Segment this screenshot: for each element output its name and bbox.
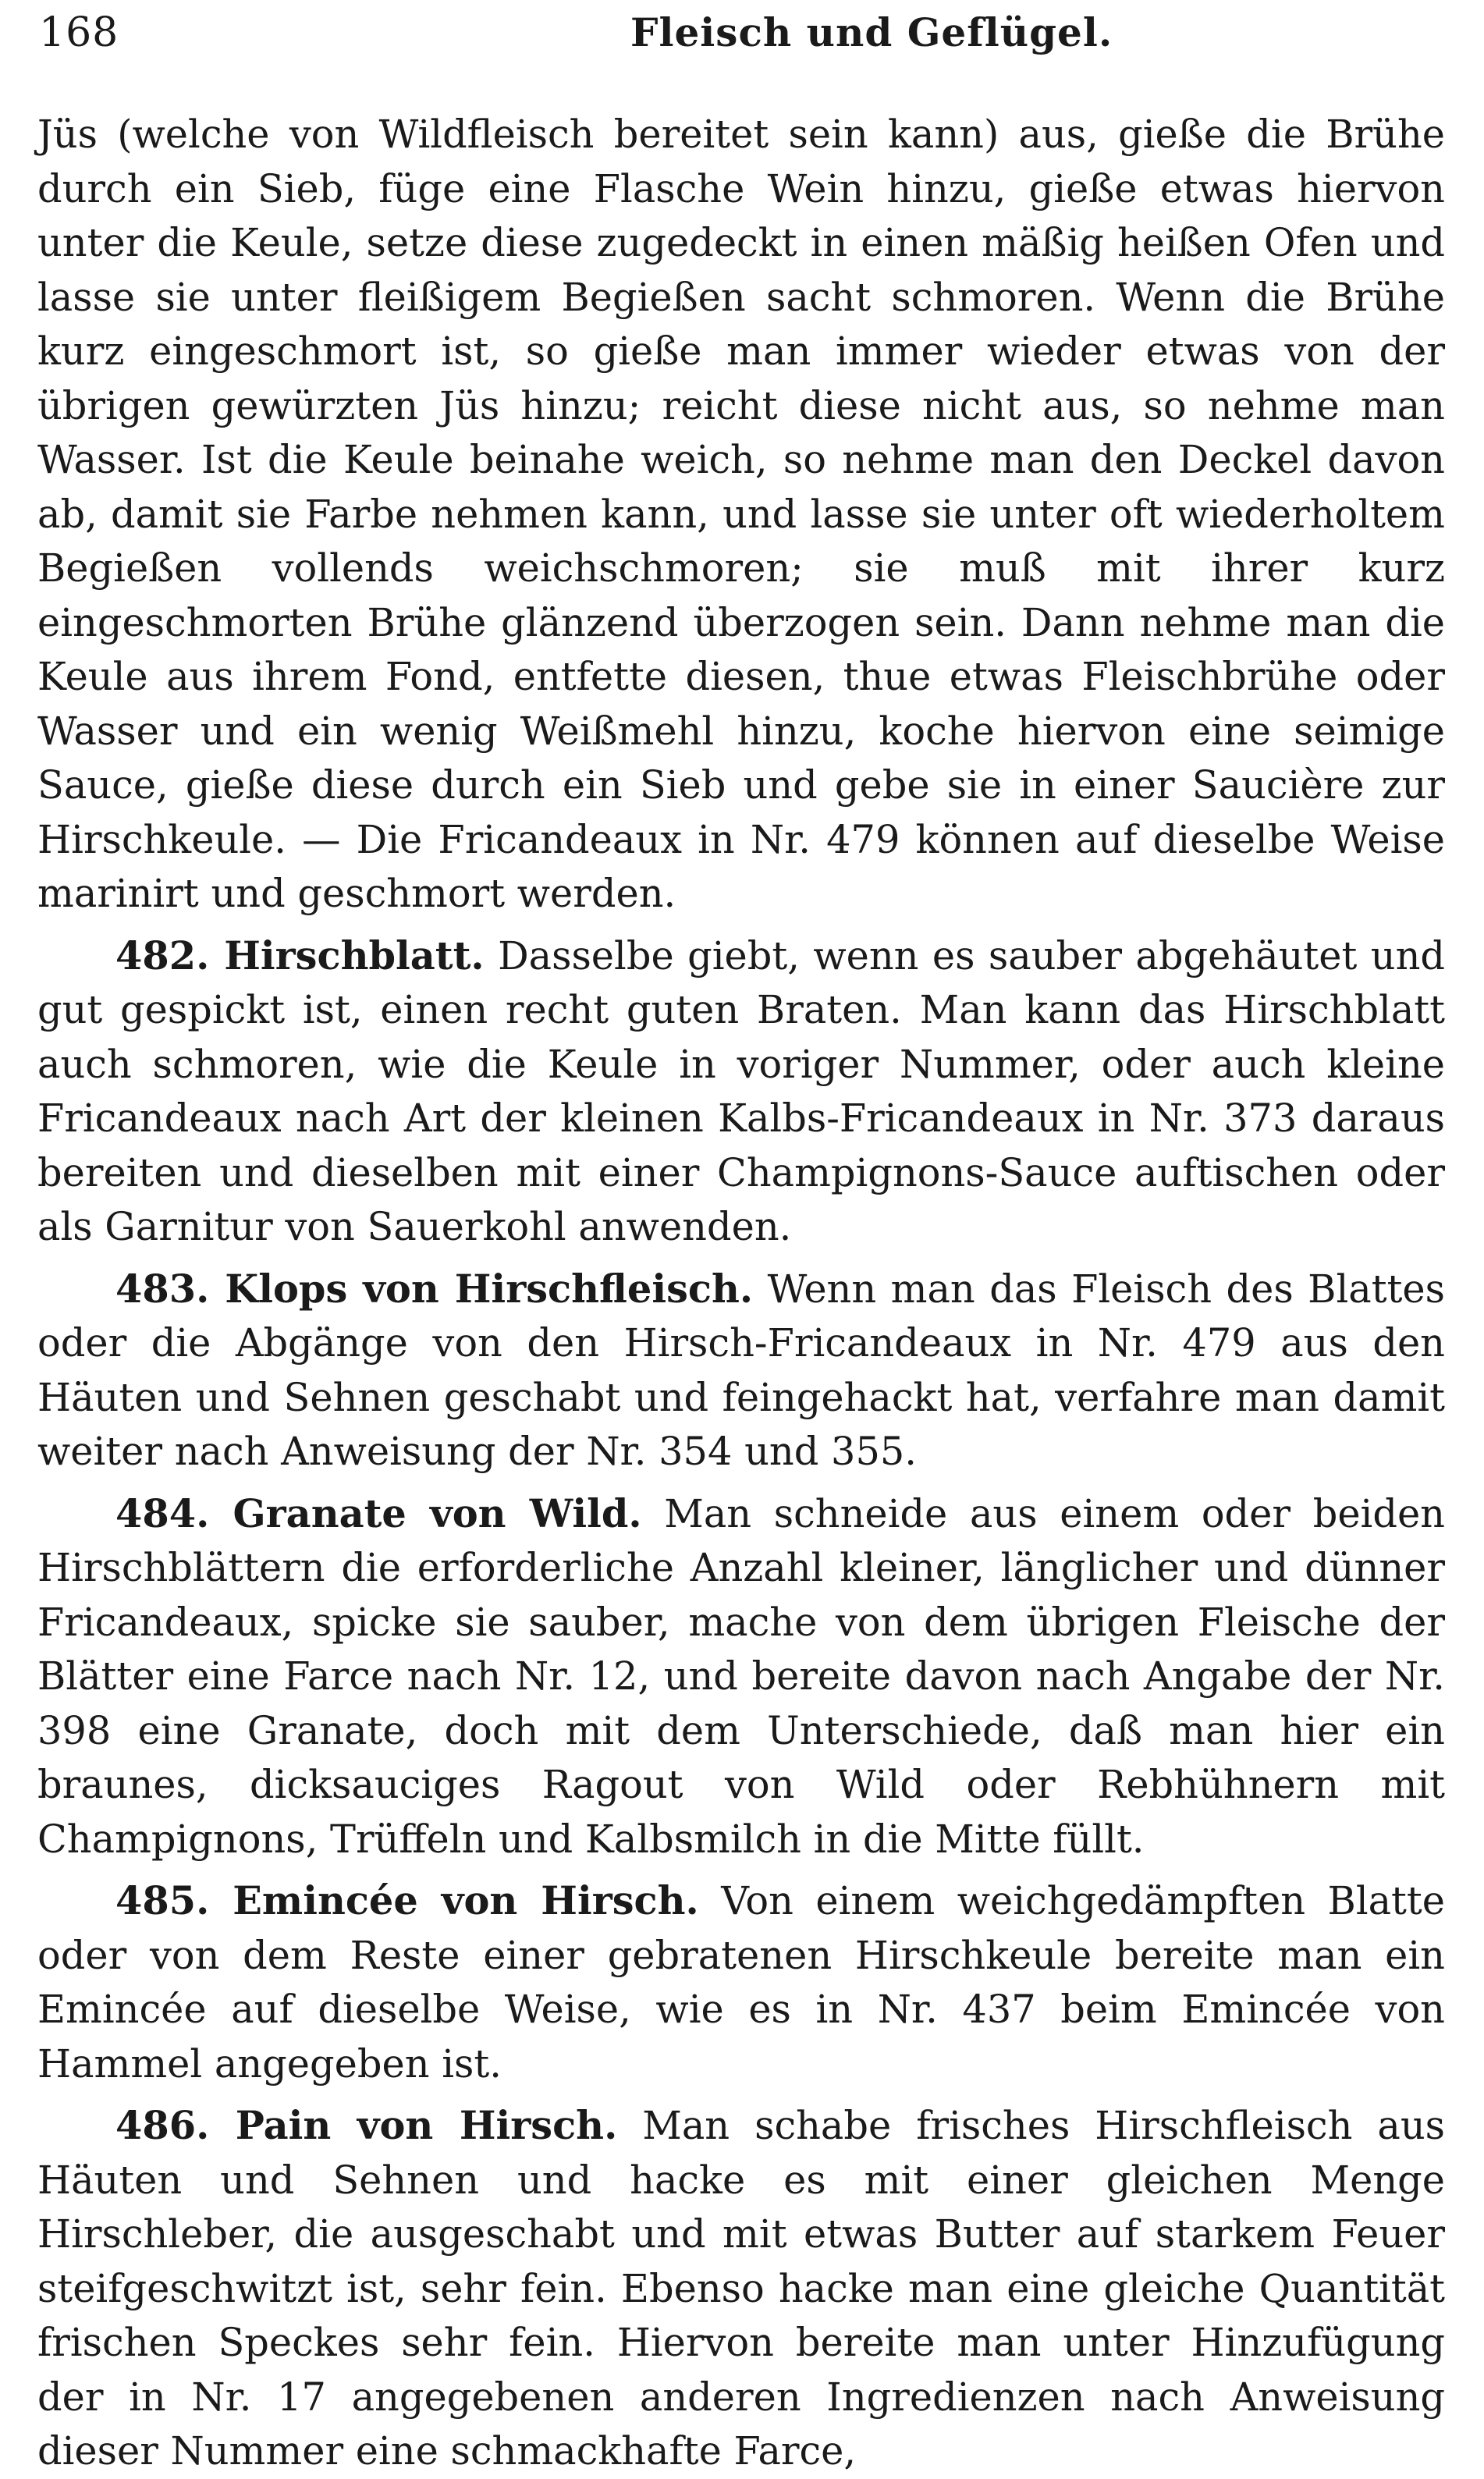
recipe-title: Klops von Hirschfleisch. — [225, 1266, 754, 1312]
page-number: 168 — [39, 9, 119, 56]
page-body — [37, 108, 1445, 2479]
recipe-title: Pain von Hirsch. — [235, 2103, 618, 2148]
recipe-number: 484. — [115, 1490, 210, 1536]
recipe-title: Emincée von Hirsch. — [233, 1878, 699, 1923]
recipe-heading — [37, 933, 485, 978]
recipe-heading — [37, 1878, 699, 1923]
recipe-title: Granate von Wild. — [233, 1490, 642, 1536]
intro-paragraph: Jüs (welche von Wildfleisch bereitet sein kann) aus, gieße die Brühe durch ein Sieb, füge eine Flasche Wein hinzu, gieße etwas hiervon unter die Keule, setze diese zugedeckt in einen mäßig heißen Ofen und lasse sie unter fleißigem Begießen sacht schmoren. Wenn die Brühe kurz eingeschmort ist, so gieße man immer wieder etwas von der übrigen gewürzten Jüs hinzu; reicht diese nicht aus, so nehme man Wasser. Ist die Keule beinahe weich, so nehme man den Deckel davon ab, damit sie Farbe nehmen kann, und lasse sie unter oft wiederholtem Begießen vollends weichschmoren; sie muß mit ihrer kurz eingeschmorten Brühe glänzend überzogen sein. Dann nehme man die Keule aus ihrem Fond, entfette diesen, thue etwas Fleischbrühe oder Wasser und ein wenig Weißmehl hinzu, koche hiervon eine seimige Sauce, gieße diese durch ein Sieb und gebe sie in einer Saucière zur Hirschkeule. — Die Fricandeaux in Nr. 479 können auf dieselbe Weise marinirt und geschmort werden. — [37, 112, 1445, 916]
recipe-485 — [37, 1874, 1445, 2091]
recipe-number: 482. — [115, 932, 210, 978]
recipe-heading — [37, 2103, 617, 2148]
recipe-482 — [37, 929, 1445, 1255]
recipe-title: Hirschblatt. — [224, 932, 485, 978]
recipe-text: Wenn man das Fleisch des Blattes oder die Abgänge von den Hirsch-Fricandeaux in Nr. 479 aus den Häuten und Sehnen geschabt und feingehackt hat, verfahre man damit weiter nach Anweisung der Nr. 354 und 355. — [37, 1266, 1445, 1474]
running-head — [37, 0, 1445, 86]
running-title: Fleisch und Geflügel. — [630, 9, 1113, 55]
recipe-text: Von einem weichgedämpften Blatte oder von dem Reste einer gebratenen Hirschkeule bereite man ein Emincée auf dieselbe Weise, wie es in Nr. 437 beim Emincée von Hammel angegeben ist. — [37, 1878, 1445, 2087]
recipe-number: 485. — [115, 1878, 210, 1923]
recipe-heading — [37, 1266, 753, 1312]
recipe-484 — [37, 1487, 1445, 1867]
recipe-text: Man schneide aus einem oder beiden Hirschblättern die erforderliche Anzahl kleiner, länglicher und dünner Fricandeaux, spicke sie sauber, mache von dem übrigen Fleische der Blätter eine Farce nach Nr. 12, und bereite davon nach Angabe der Nr. 398 eine Granate, doch mit dem Unterschiede, daß man hier ein braunes, dicksauciges Ragout von Wild oder Rebhühnern mit Champignons, Trüffeln und Kalbsmilch in die Mitte füllt. — [37, 1490, 1445, 1862]
recipe-483 — [37, 1263, 1445, 1479]
recipe-text: Man schabe frisches Hirschfleisch aus Häuten und Sehnen und hacke es mit einer gleichen Menge Hirschleber, die ausgeschabt und mit etwas Butter auf starkem Feuer steifgeschwitzt ist, sehr fein. Ebenso hacke man eine gleiche Quantität frischen Speckes sehr fein. Hiervon bereite man unter Hinzufügung der in Nr. 17 angegebenen anderen Ingredienzen nach Anweisung dieser Nummer eine schmackhafte Farce, — [37, 2103, 1445, 2474]
recipe-text: Dasselbe giebt, wenn es sauber abgehäutet und gut gespickt ist, einen recht guten Braten. Man kann das Hirschblatt auch schmoren, wie die Keule in voriger Nummer, oder auch kleine Fricandeaux nach Art der kleinen Kalbs-Fricandeaux in Nr. 373 daraus bereiten und dieselben mit einer Champignons-Sauce auftischen oder als Garnitur von Sauerkohl anwenden. — [37, 932, 1446, 1249]
recipe-number: 483. — [115, 1266, 210, 1312]
recipe-486 — [37, 2099, 1445, 2479]
recipe-number: 486. — [115, 2103, 210, 2148]
recipe-heading — [37, 1491, 642, 1536]
